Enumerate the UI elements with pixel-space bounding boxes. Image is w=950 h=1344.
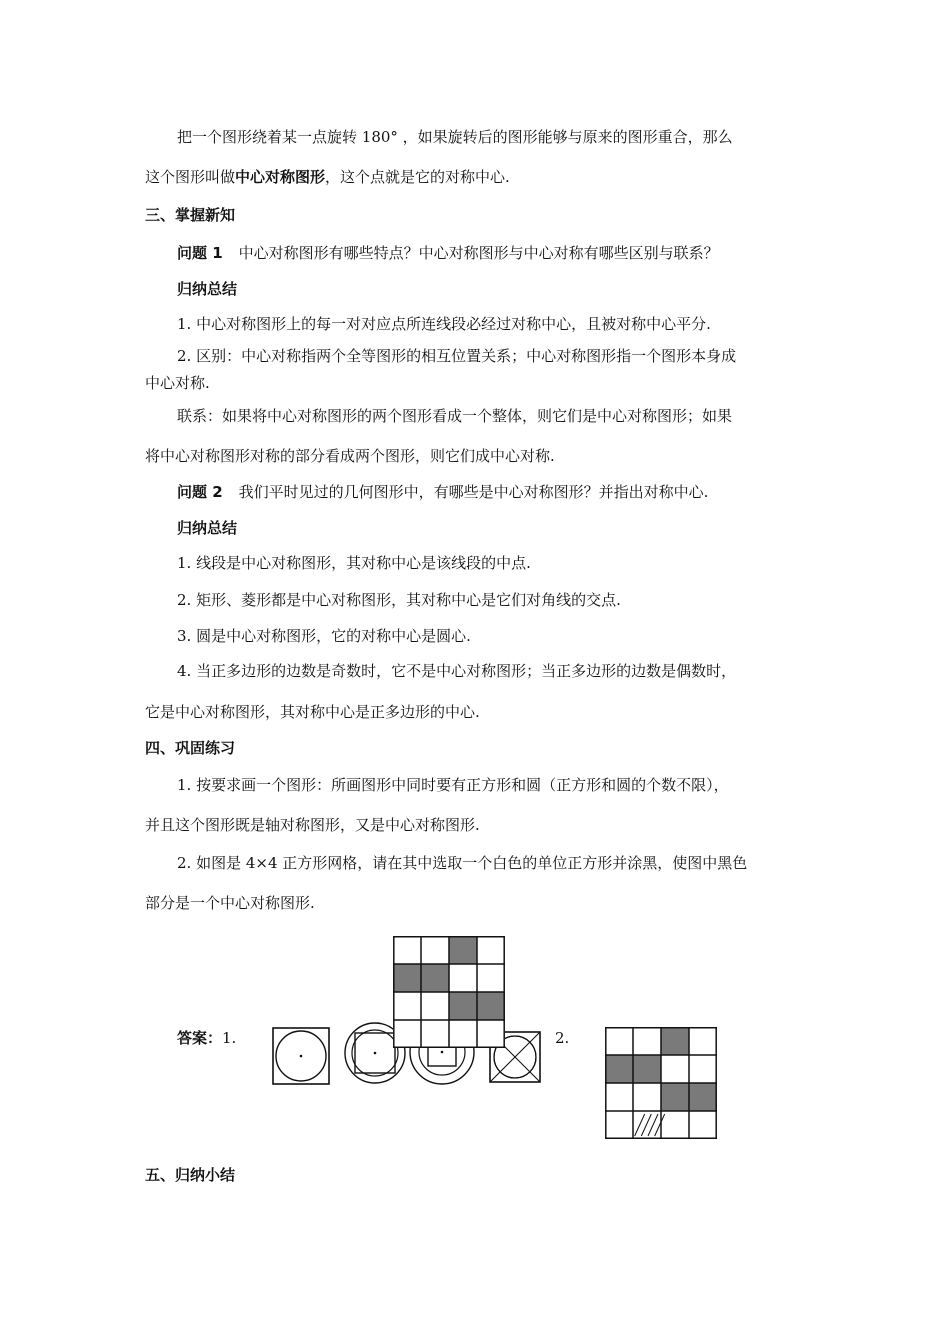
question-1-text: 中心对称图形有哪些特点？中心对称图形与中心对称有哪些区别与联系？ [238, 244, 719, 262]
question-2 [177, 482, 708, 502]
summary-1-item-1: 1. 中心对称图形上的每一对对应点所连线段必经过对称中心，且被对称中心平分. [177, 315, 711, 333]
summary-2-heading: 归纳总结 [177, 519, 238, 537]
problem-grid [393, 936, 505, 1048]
shaded-cell [393, 964, 421, 992]
shaded-cell [661, 1027, 689, 1055]
section-4-heading: 四、巩固练习 [145, 739, 236, 757]
summary-2-item-1: 1. 线段是中心对称图形，其对称中心是该线段的中点. [177, 554, 531, 572]
answer-label: 答案： [177, 1029, 223, 1047]
exercise-2a: 2. 如图是 4×4 正方形网格，请在其中选取一个白色的单位正方形并涂黑，使图中黑色 [177, 854, 748, 872]
shaded-cell [449, 936, 477, 964]
shaded-cell [477, 992, 505, 1020]
question-2-text: 我们平时见过的几何图形中，有哪些是中心对称图形？并指出对称中心. [238, 483, 709, 501]
answer-number-1: 1. [222, 1029, 237, 1047]
answer-number-2: 2. [555, 1029, 570, 1047]
exercise-1a: 1. 按要求画一个图形：所画图形中同时要有正方形和圆（正方形和圆的个数不限）， [177, 776, 729, 794]
shaded-cell [605, 1055, 633, 1083]
question-1 [177, 243, 719, 263]
answer-figure-square-circle [272, 1027, 330, 1085]
exercise-2b: 部分是一个中心对称图形. [145, 894, 315, 912]
exercise-1b: 并且这个图形既是轴对称图形，又是中心对称图形. [145, 816, 480, 834]
summary-2-item-4a: 4. 当正多边形的边数是奇数时，它不是中心对称图形；当正多边形的边数是偶数时， [177, 662, 737, 680]
summary-1-link-a: 联系：如果将中心对称图形的两个图形看成一个整体，则它们是中心对称图形；如果 [177, 407, 733, 425]
summary-1-heading: 归纳总结 [177, 280, 238, 298]
summary-1-link-b: 将中心对称图形对称的部分看成两个图形，则它们成中心对称. [145, 447, 555, 465]
intro-line-1: 把一个图形绕着某一点旋转 180° ，如果旋转后的图形能够与原来的图形重合，那么 [177, 128, 733, 146]
question-1-label: 问题 1 [177, 244, 223, 262]
shaded-cell [421, 964, 449, 992]
section-3-heading: 三、掌握新知 [145, 206, 236, 224]
shaded-cell [633, 1055, 661, 1083]
intro-line-2-post: ，这个点就是它的对称中心. [325, 168, 510, 186]
intro-line-2-pre: 这个图形叫做 [145, 168, 236, 186]
answer-grid [605, 1027, 717, 1139]
term-central-symmetric-figure: 中心对称图形 [235, 168, 326, 186]
question-2-label: 问题 2 [177, 483, 223, 501]
summary-2-item-3: 3. 圆是中心对称图形，它的对称中心是圆心. [177, 627, 471, 645]
shaded-cell [661, 1083, 689, 1111]
summary-2-item-2: 2. 矩形、菱形都是中心对称图形，其对称中心是它们对角线的交点. [177, 591, 621, 609]
summary-1-item-2b: 中心对称. [145, 374, 210, 392]
shaded-cell [689, 1083, 717, 1111]
intro-line-2 [145, 167, 510, 187]
summary-1-item-2a: 2. 区别：中心对称指两个全等图形的相互位置关系；中心对称图形指一个图形本身成 [177, 347, 737, 365]
summary-2-item-4b: 它是中心对称图形，其对称中心是正多边形的中心. [145, 703, 480, 721]
shaded-cell [449, 992, 477, 1020]
section-5-heading: 五、归纳小结 [145, 1166, 236, 1184]
answer-row [177, 1028, 236, 1048]
